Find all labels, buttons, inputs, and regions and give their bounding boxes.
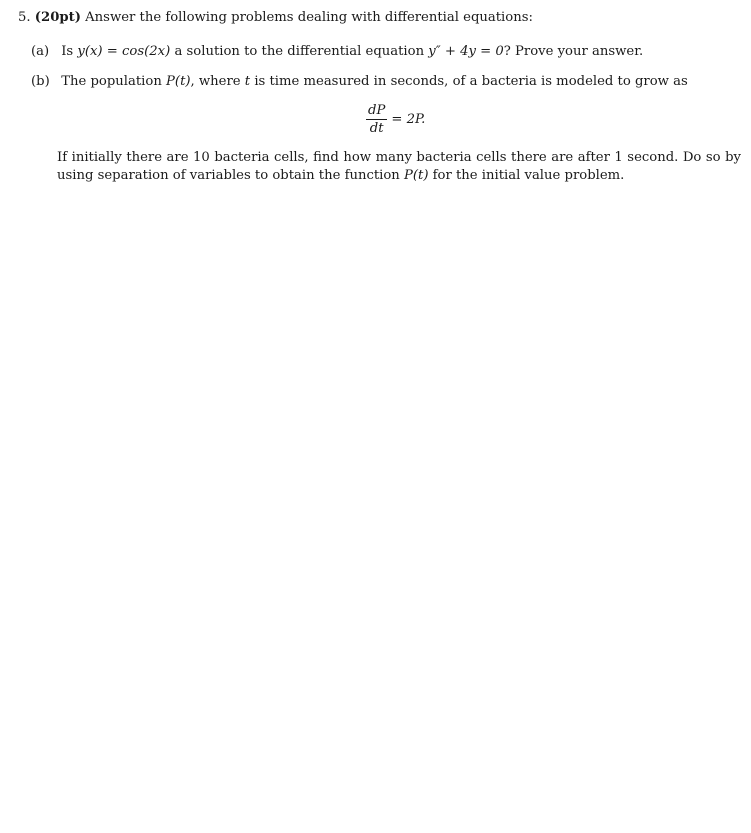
part-a-text-3: ? Prove your answer. xyxy=(503,44,644,59)
part-a-ode: y″ + 4y = 0 xyxy=(428,44,504,59)
part-a xyxy=(31,43,643,61)
part-a-equals: = xyxy=(106,44,118,59)
part-a-y-of-x: y(x) xyxy=(77,44,103,59)
part-b-text-1: The population xyxy=(61,74,162,89)
part-b-para-1: If initially there are 10 bacteria cells, find how many bacteria cells there are after 1 second. Do so by using separation of variables to obtain the function xyxy=(57,150,741,183)
part-b-text-3: is time measured in seconds, of a bacteria is modeled to grow as xyxy=(254,74,688,89)
part-b xyxy=(31,73,688,91)
part-b-instructions xyxy=(57,149,741,185)
problem-intro: Answer the following problems dealing with differential equations: xyxy=(85,10,533,25)
derivative-fraction xyxy=(366,102,387,137)
part-b-para-2: for the initial value problem. xyxy=(432,168,625,183)
problem-points: (20pt) xyxy=(34,10,81,25)
part-b-label: (b) xyxy=(31,74,50,89)
part-a-cos-expr: cos(2x) xyxy=(122,44,171,59)
growth-equation xyxy=(366,102,425,137)
part-b-p-of-t: P(t) xyxy=(166,74,191,89)
fraction-numerator: dP xyxy=(368,103,386,118)
fraction-denominator: dt xyxy=(369,121,384,136)
part-b-para-p: P(t) xyxy=(404,168,429,183)
part-a-text-1: Is xyxy=(61,44,74,59)
part-a-label: (a) xyxy=(31,44,50,59)
problem-number: 5. xyxy=(18,10,31,25)
part-a-text-2: a solution to the differential equation xyxy=(174,44,425,59)
problem-header xyxy=(18,9,533,27)
part-b-t-var: t xyxy=(244,74,251,89)
part-b-text-2: , where xyxy=(190,74,241,89)
equation-rhs: = 2P. xyxy=(391,111,426,127)
